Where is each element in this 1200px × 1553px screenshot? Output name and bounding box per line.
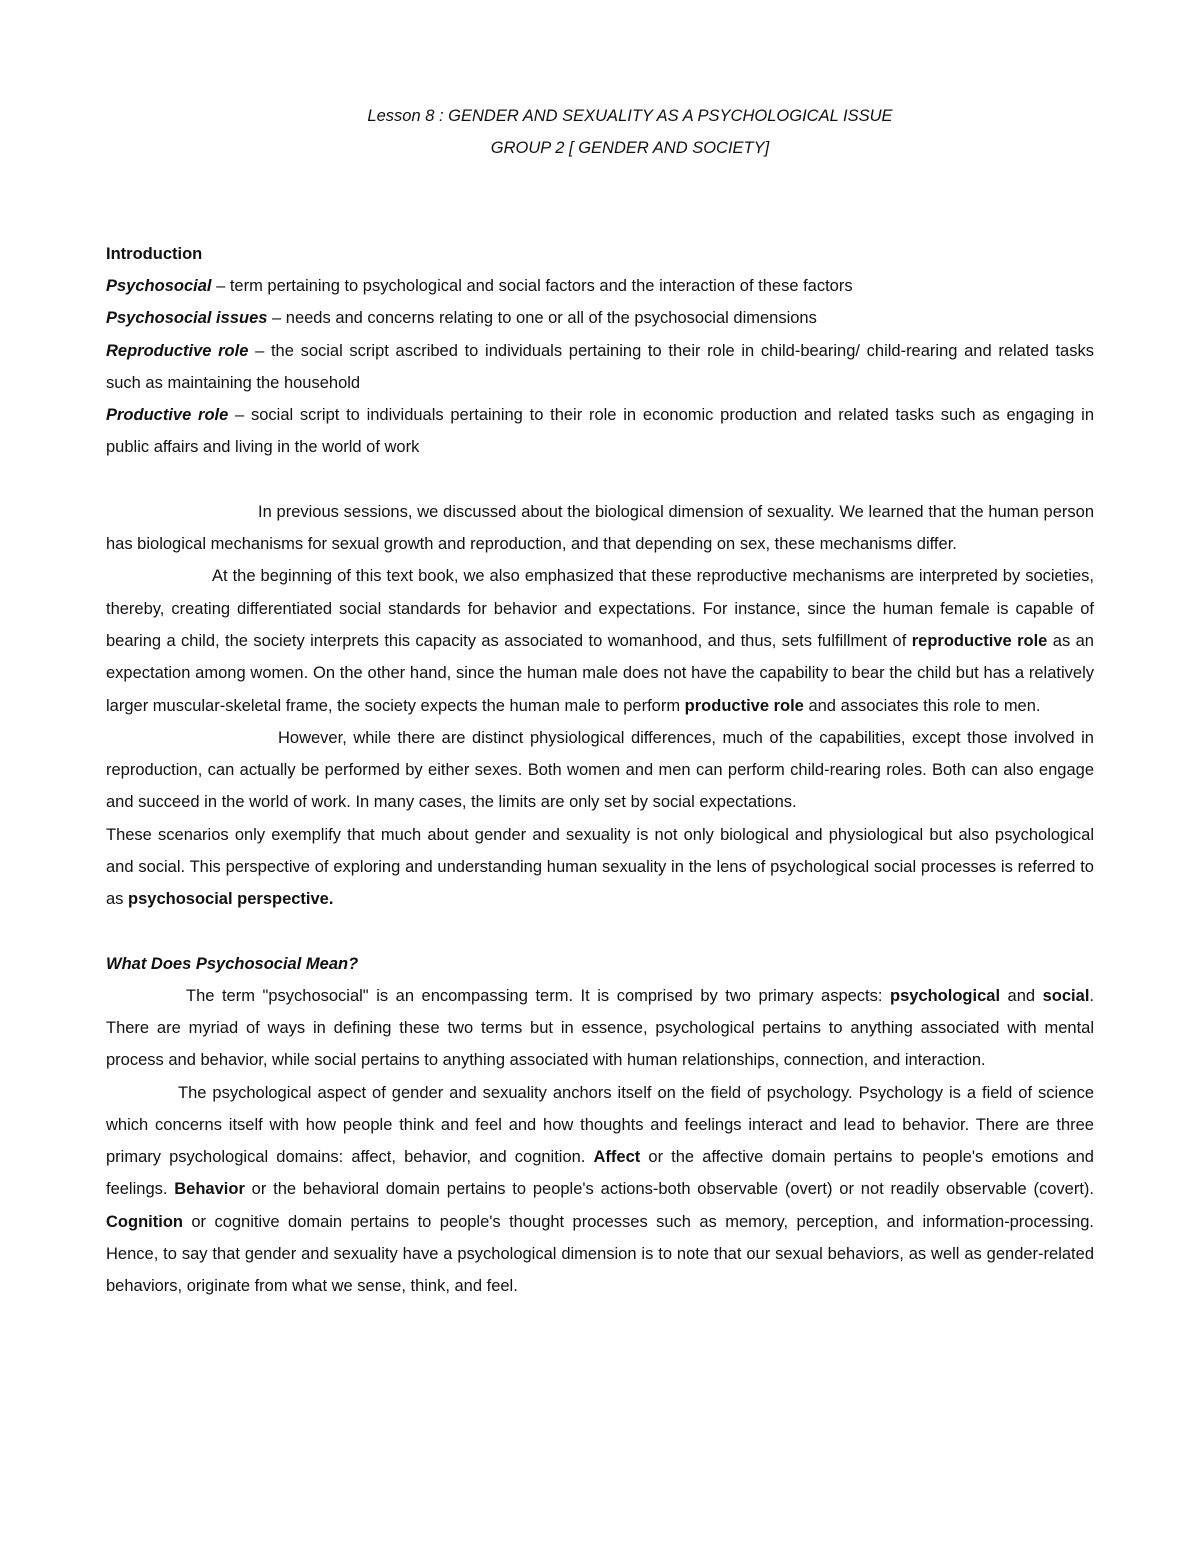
definition-term: Productive role — [106, 406, 229, 425]
text-run: or the affective domain pertains to people's emotions and feelings. — [106, 1148, 1094, 1199]
bold-term: Cognition — [106, 1212, 183, 1231]
spacer — [106, 464, 1094, 496]
bold-term: productive role — [684, 696, 804, 715]
text-run: These scenarios only exemplify that much about gender and sexuality is not only biological and physiological but also psychological and social. This perspective of exploring and understanding human sexuality in the lens of psychological social processes is referred to as — [106, 825, 1094, 909]
definition-text: – social script to individuals pertaining to their role in economic production and related tasks such as engaging in public affairs and living in the world of work — [106, 406, 1095, 457]
bold-term: social — [1042, 986, 1090, 1005]
bold-term: psychosocial perspective. — [128, 890, 334, 909]
body-paragraph-1: In previous sessions, we discussed about the biological dimension of sexuality. We learned that the human person has biological mechanisms for sexual growth and reproduction, and that depending on sex, these mechanisms differ. — [106, 502, 1094, 554]
document-header — [166, 100, 1094, 164]
definition-text: – the social script ascribed to individuals pertaining to their role in child-bearing/ child-rearing and related tasks such as maintaining the household — [106, 341, 1094, 392]
bold-term: Affect — [593, 1148, 641, 1167]
definition-psychosocial-issues — [106, 302, 1094, 334]
text-run: and — [1000, 986, 1043, 1005]
text-run: . There are myriad of ways in defining these two terms but in essence, psychological pertains to anything associated with mental process and behavior, while social pertains to anything associated with human relationships, connection, and interaction. — [106, 986, 1094, 1070]
text-run: as an expectation among women. On the other hand, since the human male does not have the capability to bear the child but has a relatively larger muscular-skeletal frame, the society expects the human male to perform — [106, 631, 1094, 715]
bold-term: reproductive role — [911, 631, 1048, 650]
section-paragraph-2 — [106, 1077, 1094, 1303]
definition-reproductive-role — [106, 335, 1094, 400]
definition-term: Psychosocial — [106, 277, 212, 295]
body-paragraph-2 — [106, 560, 1094, 721]
definition-text: – needs and concerns relating to one or all of the psychosocial dimensions — [267, 309, 817, 328]
text-run: and associates this role to men. — [803, 696, 1041, 715]
text-run: The psychological aspect of gender and sexuality anchors itself on the field of psychology. Psychology is a field of science which concerns itself with how people think and feel and how thoughts and feelings interact and lead to behavior. There are three primary psychological domains: affect, behavior, and cognition. — [106, 1083, 1094, 1167]
body-paragraph-4 — [106, 819, 1094, 916]
text-run: At the beginning of this text book, we also emphasized that these reproductive mechanisms are interpreted by societies, thereby, creating differentiated social standards for behavior and expectations. For instance, since the human female is capable of bearing a child, the society interprets this capacity as associated to womanhood, and thus, sets fulfillment of — [106, 567, 1094, 650]
definition-term: Psychosocial issues — [106, 309, 268, 328]
introduction-heading: Introduction — [106, 245, 203, 263]
text-run: The term "psychosocial" is an encompassing term. It is comprised by two primary aspects: — [186, 986, 890, 1005]
definition-psychosocial — [106, 270, 1094, 302]
definition-text: – term pertaining to psychological and social factors and the interaction of these factors — [211, 277, 853, 295]
section-heading-psychosocial-meaning: What Does Psychosocial Mean? — [106, 954, 359, 973]
definition-productive-role — [106, 399, 1094, 464]
definition-term: Reproductive role — [106, 341, 249, 360]
group-subtitle: GROUP 2 [ GENDER AND SOCIETY] — [490, 139, 770, 157]
bold-term: psychological — [890, 986, 1001, 1005]
text-run: or the behavioral domain pertains to people's actions-both observable (overt) or not readily observable (covert). — [244, 1180, 1094, 1199]
bold-term: Behavior — [174, 1180, 245, 1199]
body-paragraph-3: However, while there are distinct physiological differences, much of the capabilities, except those involved in reproduction, can actually be performed by either sexes. Both women and men can perform child-rearing roles. Both can also engage and succeed in the world of work. In many cases, the limits are only set by social expectations. — [106, 728, 1094, 812]
text-run: or cognitive domain pertains to people's thought processes such as memory, perception, and information-processing. Hence, to say that gender and sexuality have a psychological dimension is to note that our sexual behaviors, as well as gender-related behaviors, originate from what we sense, think, and feel. — [106, 1212, 1094, 1296]
lesson-title: Lesson 8 : GENDER AND SEXUALITY AS A PSYCHOLOGICAL ISSUE — [367, 107, 893, 125]
section-paragraph-1 — [106, 980, 1094, 1077]
